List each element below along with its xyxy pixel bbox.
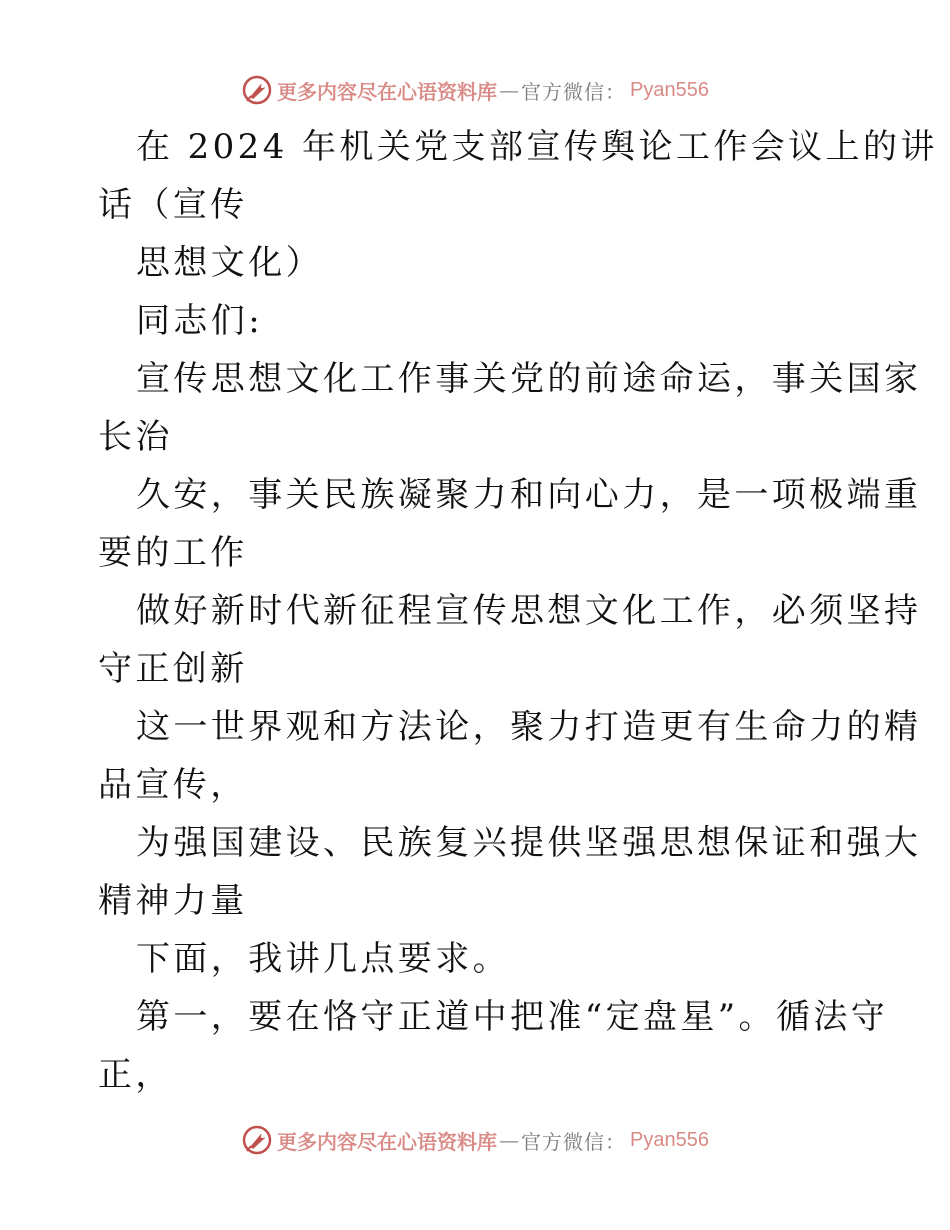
header-watermark xyxy=(0,70,950,110)
paragraph-line: 要的工作 xyxy=(98,533,248,573)
pen-nib-logo-icon xyxy=(241,1124,273,1156)
pen-nib-logo-icon xyxy=(241,74,273,106)
paragraph-line: 第一，要在恪守正道中把准“定盘星”。循法守 xyxy=(136,997,889,1037)
salutation: 同志们: xyxy=(136,301,264,341)
watermark-wechat-id: Pyan556 xyxy=(630,78,709,101)
paragraph-line: 久安，事关民族凝聚力和向心力，是一项极端重 xyxy=(136,475,922,515)
paragraph-line: 下面，我讲几点要求。 xyxy=(136,939,510,979)
paragraph-line: 正， xyxy=(98,1055,173,1095)
footer-watermark xyxy=(0,1120,950,1160)
title-line-3: 思想文化） xyxy=(136,243,323,283)
title-line-2: 话（宣传 xyxy=(98,185,248,225)
paragraph-line: 品宣传， xyxy=(98,765,248,805)
document-body xyxy=(98,118,938,1104)
paragraph-line: 宣传思想文化工作事关党的前途命运，事关国家 xyxy=(136,359,922,399)
paragraph-line: 长治 xyxy=(98,417,173,457)
watermark-wechat-label: 官方微信： xyxy=(521,79,627,104)
paragraph-line: 这一世界观和方法论，聚力打造更有生命力的精 xyxy=(136,707,922,747)
watermark-site-text: 更多内容尽在心语资料库 xyxy=(277,79,498,104)
paragraph-line: 为强国建设、民族复兴提供坚强思想保证和强大 xyxy=(136,823,922,863)
watermark-wechat-label: 官方微信： xyxy=(521,1129,627,1154)
watermark-separator: — xyxy=(499,1128,520,1152)
watermark-site-text: 更多内容尽在心语资料库 xyxy=(277,1129,498,1154)
watermark-separator: — xyxy=(499,78,520,102)
paragraph-line: 精神力量 xyxy=(98,881,248,921)
paragraph-line: 做好新时代新征程宣传思想文化工作，必须坚持 xyxy=(136,591,922,631)
paragraph-line: 守正创新 xyxy=(98,649,248,689)
title-line-1: 在 2024 年机关党支部宣传舆论工作会议上的讲 xyxy=(136,127,938,167)
watermark-wechat-id: Pyan556 xyxy=(630,1128,709,1151)
